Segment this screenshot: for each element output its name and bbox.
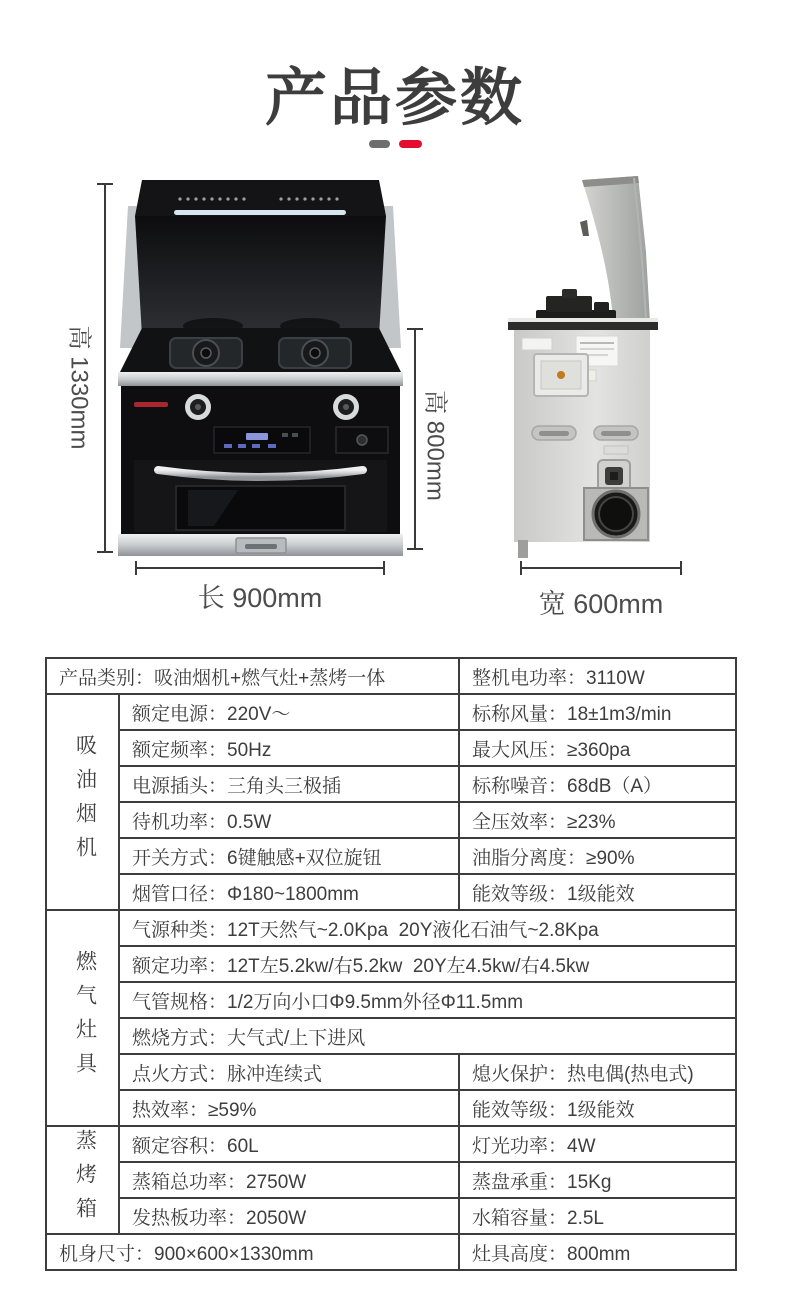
side-height-dimension-line [414, 328, 416, 550]
spec-cell: 额定频率：50Hz [119, 730, 459, 766]
title-divider [0, 140, 790, 150]
table-row [46, 1234, 736, 1270]
spec-cell: 额定功率：12T左5.2kw/右5.2kw 20Y左4.5kw/右4.5kw [119, 946, 736, 982]
spec-cell: 电源插头：三角头三极插 [119, 766, 459, 802]
spec-cell: 能效等级：1级能效 [459, 1090, 736, 1126]
table-row [46, 1126, 736, 1162]
spec-cell: 燃烧方式：大气式/上下进风 [119, 1018, 736, 1054]
side-width-dimension-line [520, 567, 682, 569]
table-row [46, 1054, 736, 1090]
front-height-dimension-line [104, 183, 106, 553]
table-row [46, 838, 736, 874]
spec-cell: 灶具高度：800mm [459, 1234, 736, 1270]
front-width-label: 长 900mm [197, 583, 323, 613]
spec-cell: 气源种类：12T天然气~2.0Kpa 20Y液化石油气~2.8Kpa [119, 910, 736, 946]
spec-cell: 额定电源：220V～ [119, 694, 459, 730]
table-row [46, 694, 736, 730]
spec-cell: 全压效率：≥23% [459, 802, 736, 838]
spec-cell: 能效等级：1级能效 [459, 874, 736, 910]
spec-table [45, 657, 737, 1271]
table-row [46, 658, 736, 694]
side-view-product-image [498, 172, 698, 562]
spec-cell: 开关方式：6键触感+双位旋钮 [119, 838, 459, 874]
spec-cell: 灯光功率：4W [459, 1126, 736, 1162]
front-height-label: 高 1330mm [65, 325, 93, 450]
table-row [46, 982, 736, 1018]
spec-cell: 最大风压：≥360pa [459, 730, 736, 766]
table-row [46, 1090, 736, 1126]
table-row [46, 730, 736, 766]
spec-cell: 额定容积：60L [119, 1126, 459, 1162]
table-row [46, 1198, 736, 1234]
front-view-product-image [118, 178, 403, 560]
spec-cell: 机身尺寸：900×600×1330mm [46, 1234, 459, 1270]
table-row [46, 1018, 736, 1054]
spec-cell: 整机电功率：3110W [459, 658, 736, 694]
spec-cell: 产品类别：吸油烟机+燃气灶+蒸烤一体 [46, 658, 459, 694]
front-width-dimension-line [135, 567, 385, 569]
divider-dash-gray [369, 140, 390, 148]
group-label-steam-oven: 蒸烤箱 [46, 1126, 119, 1234]
table-row [46, 1162, 736, 1198]
spec-cell: 蒸箱总功率：2750W [119, 1162, 459, 1198]
spec-cell: 熄火保护：热电偶(热电式) [459, 1054, 736, 1090]
group-label-gas-stove: 燃气灶具 [46, 910, 119, 1126]
spec-cell: 发热板功率：2050W [119, 1198, 459, 1234]
spec-cell: 待机功率：0.5W [119, 802, 459, 838]
side-height-label: 高 800mm [421, 390, 449, 501]
table-row [46, 946, 736, 982]
table-row [46, 874, 736, 910]
spec-cell: 油脂分离度：≥90% [459, 838, 736, 874]
table-row [46, 802, 736, 838]
side-width-label: 宽 600mm [538, 589, 664, 619]
spec-cell: 蒸盘承重：15Kg [459, 1162, 736, 1198]
page-title: 产品参数 [264, 64, 525, 133]
spec-cell: 水箱容量：2.5L [459, 1198, 736, 1234]
divider-dash-red [399, 140, 422, 148]
spec-cell: 热效率：≥59% [119, 1090, 459, 1126]
group-label-hood: 吸油烟机 [46, 694, 119, 910]
table-row [46, 766, 736, 802]
spec-cell: 气管规格：1/2万向小口Φ9.5mm外径Φ11.5mm [119, 982, 736, 1018]
spec-cell: 标称噪音：68dB（A） [459, 766, 736, 802]
table-row [46, 910, 736, 946]
spec-cell: 点火方式：脉冲连续式 [119, 1054, 459, 1090]
spec-cell: 烟管口径：Φ180~1800mm [119, 874, 459, 910]
spec-cell: 标称风量：18±1m3/min [459, 694, 736, 730]
